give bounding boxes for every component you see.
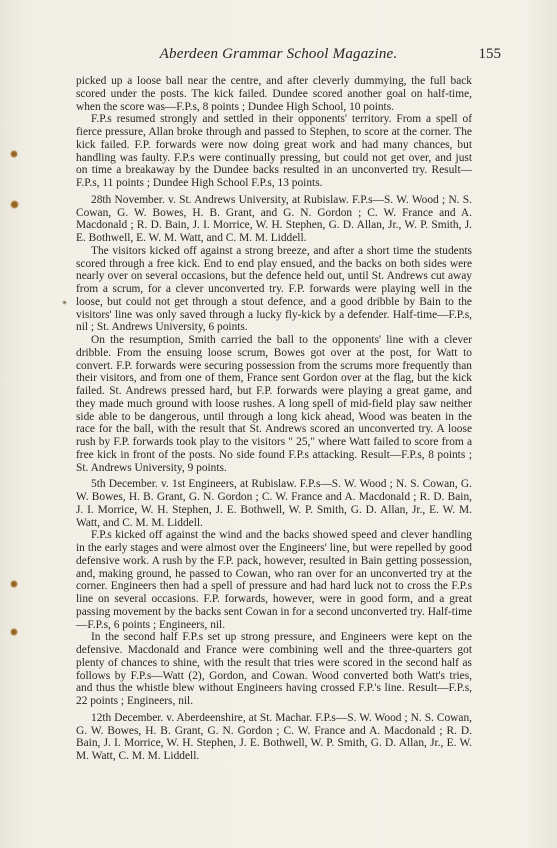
margin-speck (62, 300, 67, 305)
binding-hole-mark (10, 200, 19, 209)
match-lineup-paragraph: 12th December. v. Aberdeenshire, at St. Machar. F.P.s—S. W. Wood ; N. S. Cowan, G. W. Bowes, H. B. Grant, G. N. Gordon ; C. W. France and A. Macdonald ; R. D. Bain, J. I. Morrice, W. H. Stephen, J. E. Bothwell, W. P. Smith, G. D. Allan, Jr., E. W. M. Watt, C. M. M. Liddell. (76, 711, 472, 762)
match-lineup-paragraph: 5th December. v. 1st Engineers, at Rubislaw. F.P.s—S. W. Wood ; N. S. Cowan, G. W. Bowes, H. B. Grant, G. N. Gordon ; C. W. France and A. Macdonald ; R. D. Bain, J. I. Morrice, W. H. Stephen, J. E. Bothwell, W. P. Smith, G. D. Allan, Jr., E. W. M. Watt, and C. M. M. Liddell. (76, 478, 472, 529)
paragraph: In the second half F.P.s set up strong pressure, and Engineers were kept on the defensive. Macdonald and France were combining well and the three-quarters got plenty of chances to shine, with the result that tries were scored in the second half as follows by F.P.s—Watt (2), Gordon, and Cowan. Wood converted both Watt's tries, and thus the whistle blew without Engineers having crossed F.P.'s line. Result—F.P.s, 22 points ; Engineers, nil. (76, 631, 472, 707)
match-lineup-paragraph: 28th November. v. St. Andrews University, at Rubislaw. F.P.s—S. W. Wood ; N. S. Cowan, G. W. Bowes, H. B. Grant, and G. N. Gordon ; C. W. France and A. Macdonald ; R. D. Bain, J. I. Morrice, W. H. Stephen, G. D. Allan, Jr., W. P. Smith, J. E. Bothwell, E. W. M. Watt, and C. M. M. Liddell. (76, 193, 472, 244)
article-body (76, 75, 472, 763)
paragraph: The visitors kicked off against a strong breeze, and after a short time the students scored through a free kick. End to end play ensued, and the backs on both sides were nearly over on several occasions, but the defence held out, until St. Andrews cut away from a scrum, for a clever unconverted try. F.P. forwards were playing well in the loose, but could not get through a stout defence, and a good dribble by Bain to the visitors' line was only saved through a lucky fly-kick by a defender. Half-time—F.P.s, nil ; St. Andrews University, 6 points. (76, 244, 472, 334)
paragraph-continuation: picked up a loose ball near the centre, and after cleverly dummying, the full back scored under the posts. The kick failed. Dundee scored another goal on half-time, when the score was—F.P.s, 8 points ; Dundee High School, 10 points. (76, 75, 472, 113)
running-title: Aberdeen Grammar School Magazine. (159, 46, 398, 62)
paragraph: On the resumption, Smith carried the ball to the opponents' line with a clever dribble. From the ensuing loose scrum, Bowes got over at the post, for Watt to convert. F.P. forwards were securing possession from the scrums more frequently than their visitors, and from one of them, France sent Gordon over at the flag, but the kick failed. St. Andrews pressed hard, but F.P. forwards were playing a great game, and they made much ground with loose rushes. A long spell of mid-field play saw neither side able to be dangerous, until through a long kick ahead, Wood was beaten in the race for the ball, with the result that St. Andrews scored an unconverted try. A loose rush by F.P. forwards took play to the visitors " 25," where Watt failed to score from a free kick in front of the posts. No side found F.P.s attacking. Result—F.P.s, 8 points ; St. Andrews University, 9 points. (76, 334, 472, 474)
binding-hole-mark (10, 150, 18, 158)
binding-hole-mark (10, 580, 18, 588)
page-number: 155 (478, 46, 501, 62)
paragraph: F.P.s resumed strongly and settled in their opponents' territory. From a spell of fierce pressure, Allan broke through and passed to Stephen, to score at the corner. The kick failed. F.P. forwards were now doing great work and had many chances, but handling was faulty. F.P.s were continually pressing, but could not get over, and just on time a breakaway by the Dundee backs resulted in an unconverted try. Result—F.P.s, 11 points ; Dundee High School F.P.s, 13 points. (76, 113, 472, 189)
page-header (0, 46, 557, 64)
binding-hole-mark (10, 628, 18, 636)
paragraph: F.P.s kicked off against the wind and the backs showed speed and clever handling in the early stages and were almost over the Engineers' line, but were repelled by good defensive work. A rush by the F.P. pack, however, resulted in Bain getting possession, and, making ground, he passed to Cowan, who ran over for an unconverted try at the corner. Engineers then had a spell of pressure and had hard luck not to cross the F.P.s line on several occasions. F.P. forwards, however, were in good form, and a great passing movement by the backs sent Cowan in for a second unconverted try. Half-time—F.P.s, 6 points ; Engineers, nil. (76, 529, 472, 631)
